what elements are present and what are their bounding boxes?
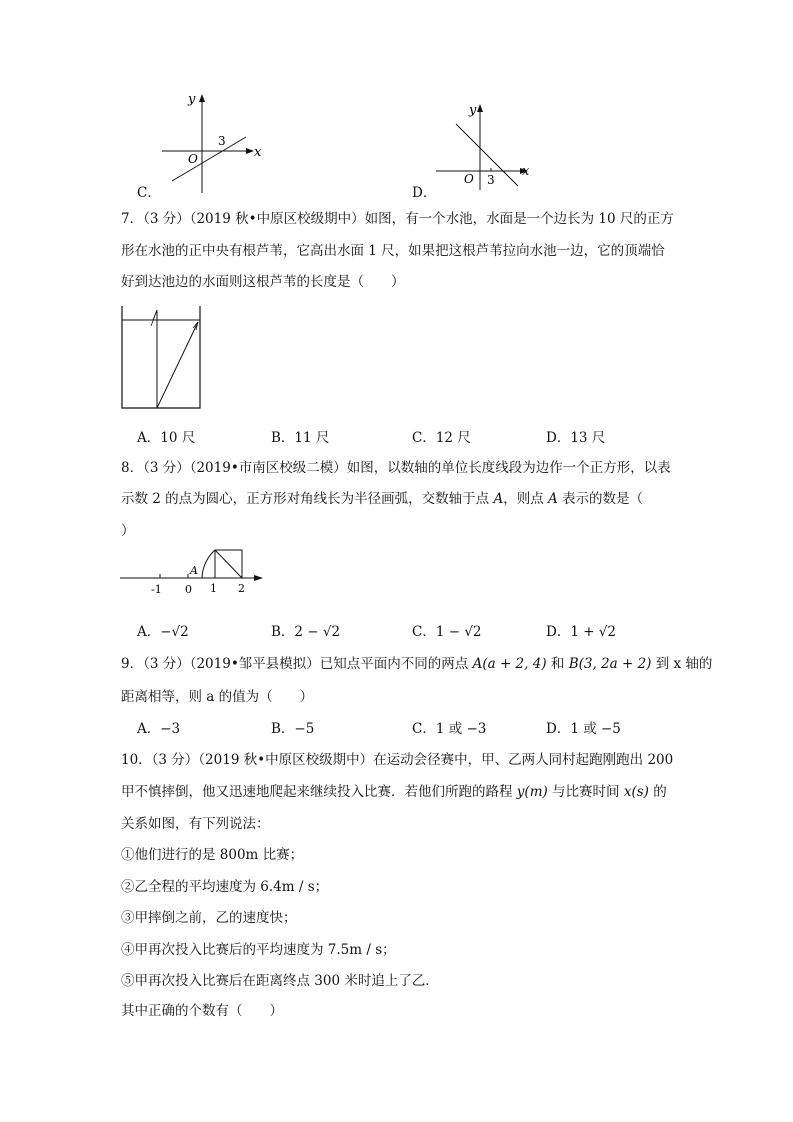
q8-option-b: B．2 − √2 <box>271 624 341 640</box>
graph-c-origin-label: O <box>188 152 198 166</box>
q9-option-d: D．1 或 −5 <box>546 721 621 737</box>
q10-question: 其中正确的个数有（ ） <box>121 1003 283 1019</box>
option-c-label: C． <box>137 185 161 201</box>
q7-option-b: B．11 尺 <box>271 430 330 446</box>
graph-c <box>150 90 270 200</box>
q10-statement-3: ③甲摔倒之前，乙的速度快； <box>121 910 297 926</box>
q10-statement-4: ④甲再次投入比赛后的平均速度为 7.5m / s； <box>121 942 396 958</box>
q7-option-c: C．12 尺 <box>412 430 471 446</box>
q8-option-c: C．1 − √2 <box>412 624 482 640</box>
q8-point-a-1: A <box>493 491 504 507</box>
option-d-label: D． <box>412 185 437 201</box>
q10-statement-5: ⑤甲再次投入比赛后在距离终点 300 米时追上了乙． <box>121 973 439 989</box>
graph-c-x-label: x <box>254 145 262 160</box>
number-line-figure <box>118 545 278 600</box>
graph-d-origin-label: O <box>464 172 474 186</box>
q8-fig-point-label: A <box>190 564 198 577</box>
q8-option-a: A．−√2 <box>137 624 189 640</box>
q10-statement-2: ②乙全程的平均速度为 6.4m / s； <box>121 879 329 895</box>
graph-d <box>430 100 550 195</box>
q8-line-2 <box>121 487 643 507</box>
q8-fig-tick-minus1: -1 <box>151 583 162 596</box>
q8-fig-tick-0: 0 <box>185 583 192 596</box>
q8-line-1: 8．（3 分）（2019•市南区校级二模）如图，以数轴的单位长度线段为边作一个正方形，以表 <box>121 460 671 476</box>
q7-option-d: D．13 尺 <box>546 430 606 446</box>
q9-line-2: 距离相等，则 a 的值为（ ） <box>121 689 314 705</box>
q10-line-3: 关系如图，有下列说法： <box>121 816 270 832</box>
graph-c-y-label: y <box>188 92 196 107</box>
q9-option-b: B．−5 <box>271 721 315 737</box>
q9-option-c: C．1 或 −3 <box>412 721 487 737</box>
q9-point-a: A(a + 2, 4) <box>472 656 547 672</box>
q8-line-2b: ，则点 <box>503 491 549 507</box>
graph-d-x-label: x <box>522 164 530 179</box>
q7-line-3: 好到达池边的水面则这根芦苇的长度是（ ） <box>121 274 405 290</box>
q10-statement-1: ①他们进行的是 800m 比赛； <box>121 847 304 863</box>
q9-point-b: B(3, 2a + 2) <box>568 656 652 672</box>
q7-option-a: A．10 尺 <box>137 430 196 446</box>
q8-line-2a: 示数 2 的点为圆心，正方形对角线长为半径画弧，交数轴于点 <box>121 491 494 507</box>
q8-line-3: ） <box>121 523 135 539</box>
q9-option-a: A．−3 <box>137 721 181 737</box>
q8-point-a-2: A <box>548 491 558 507</box>
q10-x-var: x(s) <box>623 784 649 800</box>
graph-c-tick-label: 3 <box>218 134 226 148</box>
q9-line-1: 9．（3 分）（2019•邹平县模拟）已知点平面内不同的两点 A(a + 2, 4) 和 B(3, 2a + 2) 到 x 轴的 <box>121 656 713 672</box>
q7-line-2: 形在水池的正中央有根芦苇，它高出水面 1 尺，如果把这根芦苇拉向水池一边，它的顶端恰 <box>121 243 665 259</box>
q8-fig-tick-1: 1 <box>210 582 217 595</box>
q8-line-2c: 表示的数是（ <box>557 491 644 507</box>
q10-line-1: 10．（3 分）（2019 秋•中原区校级期中）在运动会径赛中，甲、乙两人同村起跑刚跑出 200 <box>121 752 674 768</box>
pond-figure <box>118 302 208 412</box>
q10-y-var: y(m) <box>516 784 548 800</box>
q10-line-2: 甲不慎摔倒，他又迅速地爬起来继续投入比赛．若他们所跑的路程 y(m) 与比赛时间 x(s) 的 <box>121 784 667 800</box>
q8-option-d: D．1 + √2 <box>546 624 617 640</box>
q8-fig-tick-2: 2 <box>238 582 245 595</box>
graph-d-y-label: y <box>469 103 477 118</box>
q7-line-1: 7．（3 分）（2019 秋•中原区校级期中）如图，有一个水池，水面是一个边长为 10 尺的正方 <box>121 211 674 227</box>
graph-d-tick-label: 3 <box>487 173 495 187</box>
